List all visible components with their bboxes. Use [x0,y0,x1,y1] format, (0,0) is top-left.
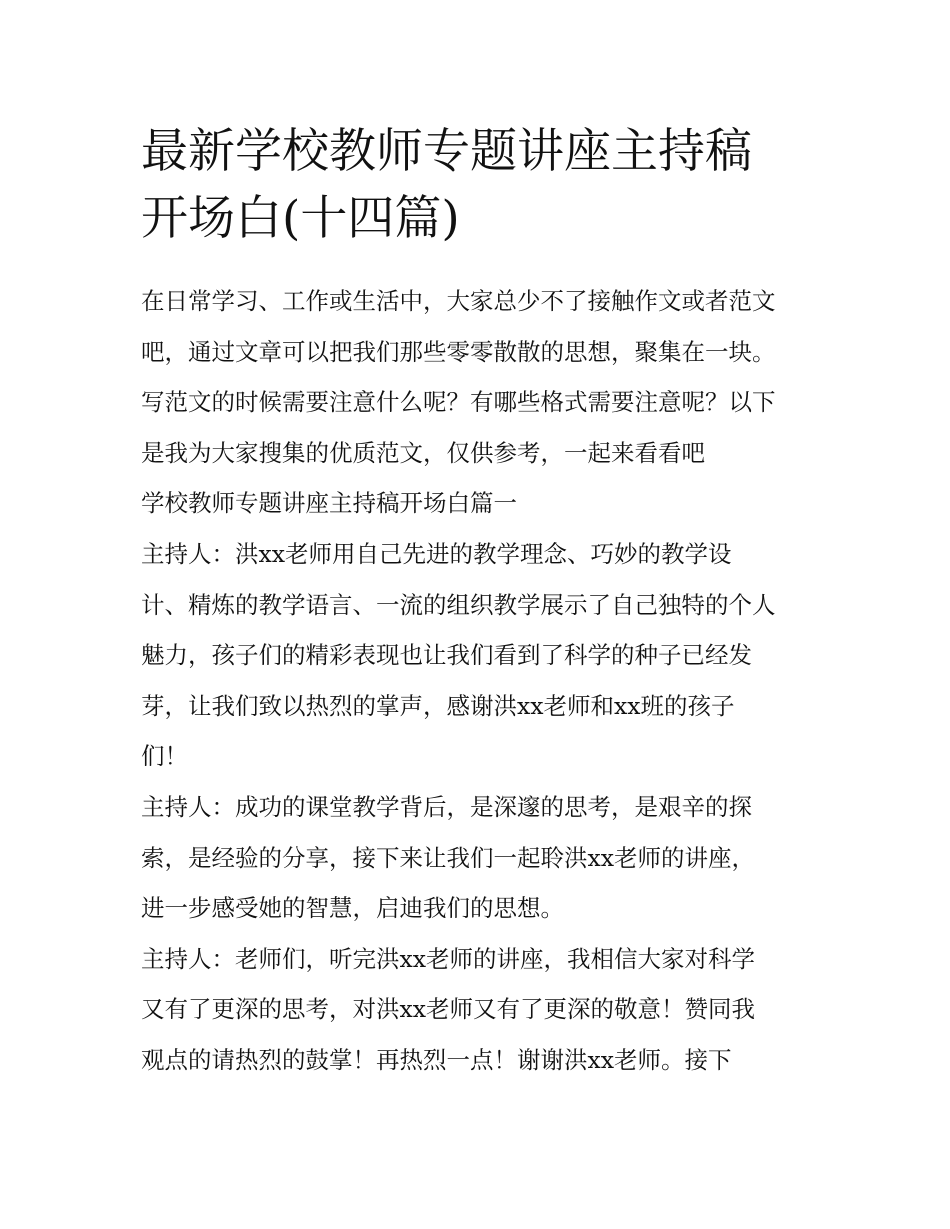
section-heading: 学校教师专题讲座主持稿开场白篇一 [141,489,517,518]
body-line: 是我为大家搜集的优质范文，仅供参考，一起来看看吧 [141,438,705,467]
document-title [141,118,821,252]
document-body [141,276,831,1086]
body-line: 吧，通过文章可以把我们那些零零散散的思想，聚集在一块。 [141,337,776,366]
body-line: 在日常学习、工作或生活中，大家总少不了接触作文或者范文 [141,287,776,315]
body-line: 主持人：洪xx老师用自己先进的教学理念、巧妙的教学设 [141,539,732,568]
body-line: 进一步感受她的智慧，启迪我们的思想。 [141,894,564,923]
body-line: 芽，让我们致以热烈的掌声，感谢洪xx老师和xx班的孩子 [141,691,735,720]
body-line: 计、精炼的教学语言、一流的组织教学展示了自己独特的个人 [141,590,776,619]
title-line-1: 最新学校教师专题讲座主持稿 [141,124,752,179]
body-line: 又有了更深的思考，对洪xx老师又有了更深的敬意！赞同我 [141,995,756,1024]
body-line: 观点的请热烈的鼓掌！再热烈一点！谢谢洪xx老师。接下 [141,1045,732,1074]
body-line: 主持人：老师们，听完洪xx老师的讲座，我相信大家对科学 [141,944,756,973]
body-line: 写范文的时候需要注意什么呢？有哪些格式需要注意呢？以下 [141,388,776,417]
title-line-2: 开场白(十四篇) [141,191,460,246]
body-line: 魅力，孩子们的精彩表现也让我们看到了科学的种子已经发 [141,641,752,670]
body-line: 们！ [141,742,188,771]
body-line: 主持人：成功的课堂教学背后，是深邃的思考，是艰辛的探 [141,792,752,821]
body-line: 索，是经验的分享，接下来让我们一起聆洪xx老师的讲座， [141,843,756,872]
